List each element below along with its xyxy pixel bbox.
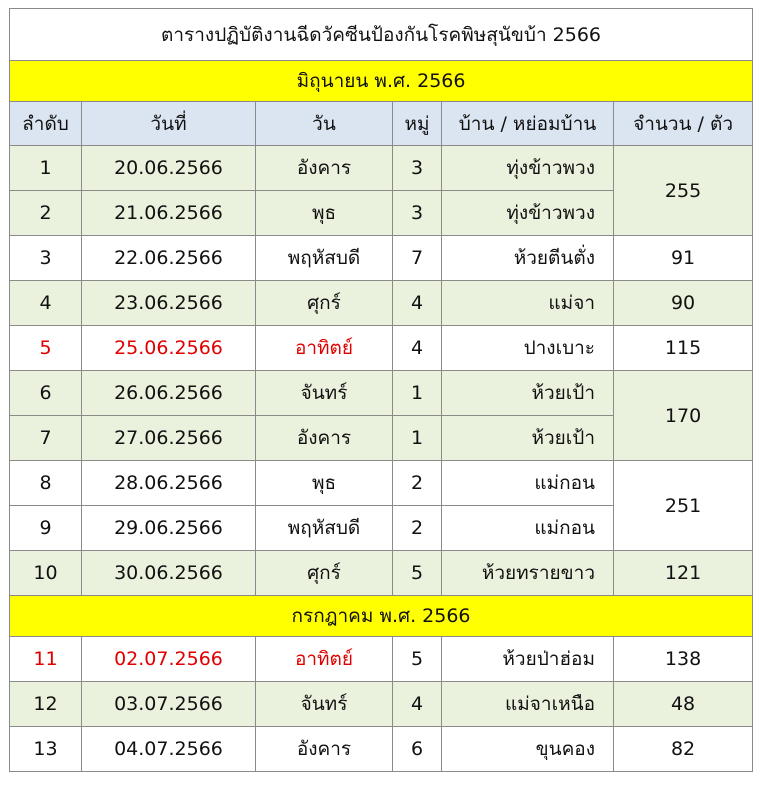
cell-day: อาทิตย์ — [256, 637, 393, 682]
cell-village: แม่กอน — [442, 506, 614, 551]
cell-date: 03.07.2566 — [82, 682, 256, 727]
table-row — [10, 551, 753, 596]
table-row — [10, 637, 753, 682]
table-row — [10, 727, 753, 772]
cell-moo: 4 — [393, 682, 442, 727]
cell-date: 23.06.2566 — [82, 281, 256, 326]
table-row — [10, 682, 753, 727]
cell-no: 7 — [10, 416, 82, 461]
cell-date: 30.06.2566 — [82, 551, 256, 596]
cell-no: 8 — [10, 461, 82, 506]
cell-day: อาทิตย์ — [256, 326, 393, 371]
cell-date: 25.06.2566 — [82, 326, 256, 371]
cell-village: ทุ่งข้าวพวง — [442, 146, 614, 191]
cell-day: จันทร์ — [256, 371, 393, 416]
cell-day: จันทร์ — [256, 682, 393, 727]
cell-village: ปางเบาะ — [442, 326, 614, 371]
cell-moo: 6 — [393, 727, 442, 772]
month-label: มิถุนายน พ.ศ. 2566 — [10, 61, 753, 102]
cell-no: 5 — [10, 326, 82, 371]
cell-date: 22.06.2566 — [82, 236, 256, 281]
header-village: บ้าน / หย่อมบ้าน — [442, 102, 614, 146]
header-count: จำนวน / ตัว — [614, 102, 753, 146]
table-row — [10, 461, 753, 506]
cell-day: พฤหัสบดี — [256, 506, 393, 551]
cell-date: 28.06.2566 — [82, 461, 256, 506]
cell-moo: 5 — [393, 551, 442, 596]
table-row — [10, 146, 753, 191]
cell-day: อังคาร — [256, 727, 393, 772]
cell-count: 138 — [614, 637, 753, 682]
header-day: วัน — [256, 102, 393, 146]
cell-village: แม่จาเหนือ — [442, 682, 614, 727]
cell-no: 13 — [10, 727, 82, 772]
cell-village: ทุ่งข้าวพวง — [442, 191, 614, 236]
cell-moo: 3 — [393, 191, 442, 236]
cell-day: อังคาร — [256, 146, 393, 191]
cell-no: 11 — [10, 637, 82, 682]
cell-no: 9 — [10, 506, 82, 551]
vaccination-schedule-table — [9, 8, 753, 772]
cell-day: อังคาร — [256, 416, 393, 461]
month-row — [10, 61, 753, 102]
cell-village: ขุนคอง — [442, 727, 614, 772]
cell-moo: 4 — [393, 326, 442, 371]
cell-moo: 2 — [393, 506, 442, 551]
cell-day: ศุกร์ — [256, 281, 393, 326]
header-no: ลำดับ — [10, 102, 82, 146]
cell-no: 10 — [10, 551, 82, 596]
cell-moo: 3 — [393, 146, 442, 191]
cell-moo: 1 — [393, 416, 442, 461]
table-row — [10, 236, 753, 281]
header-moo: หมู่ — [393, 102, 442, 146]
cell-day: พฤหัสบดี — [256, 236, 393, 281]
cell-no: 6 — [10, 371, 82, 416]
cell-date: 02.07.2566 — [82, 637, 256, 682]
cell-day: พุธ — [256, 191, 393, 236]
cell-count: 48 — [614, 682, 753, 727]
cell-village: ห้วยตีนตั่ง — [442, 236, 614, 281]
cell-no: 1 — [10, 146, 82, 191]
cell-date: 27.06.2566 — [82, 416, 256, 461]
cell-count: 90 — [614, 281, 753, 326]
cell-count: 255 — [614, 146, 753, 236]
cell-date: 26.06.2566 — [82, 371, 256, 416]
table-title: ตารางปฏิบัติงานฉีดวัคซีนป้องกันโรคพิษสุนัขบ้า 2566 — [10, 9, 753, 61]
cell-day: พุธ — [256, 461, 393, 506]
cell-date: 21.06.2566 — [82, 191, 256, 236]
cell-moo: 1 — [393, 371, 442, 416]
title-row — [10, 9, 753, 61]
cell-count: 82 — [614, 727, 753, 772]
cell-village: แม่กอน — [442, 461, 614, 506]
header-date: วันที่ — [82, 102, 256, 146]
cell-date: 20.06.2566 — [82, 146, 256, 191]
cell-no: 2 — [10, 191, 82, 236]
table-row — [10, 371, 753, 416]
cell-date: 29.06.2566 — [82, 506, 256, 551]
cell-no: 3 — [10, 236, 82, 281]
cell-count: 121 — [614, 551, 753, 596]
cell-no: 4 — [10, 281, 82, 326]
cell-village: แม่จา — [442, 281, 614, 326]
table-row — [10, 326, 753, 371]
cell-village: ห้วยป่าฮ่อม — [442, 637, 614, 682]
cell-village: ห้วยเป้า — [442, 416, 614, 461]
month-row — [10, 596, 753, 637]
cell-no: 12 — [10, 682, 82, 727]
month-label: กรกฎาคม พ.ศ. 2566 — [10, 596, 753, 637]
cell-moo: 7 — [393, 236, 442, 281]
cell-moo: 5 — [393, 637, 442, 682]
cell-moo: 2 — [393, 461, 442, 506]
table-body — [10, 9, 753, 772]
cell-count: 251 — [614, 461, 753, 551]
cell-village: ห้วยทรายขาว — [442, 551, 614, 596]
table-row — [10, 281, 753, 326]
cell-moo: 4 — [393, 281, 442, 326]
cell-village: ห้วยเป้า — [442, 371, 614, 416]
cell-count: 170 — [614, 371, 753, 461]
cell-count: 115 — [614, 326, 753, 371]
cell-date: 04.07.2566 — [82, 727, 256, 772]
cell-count: 91 — [614, 236, 753, 281]
cell-day: ศุกร์ — [256, 551, 393, 596]
column-header-row — [10, 102, 753, 146]
